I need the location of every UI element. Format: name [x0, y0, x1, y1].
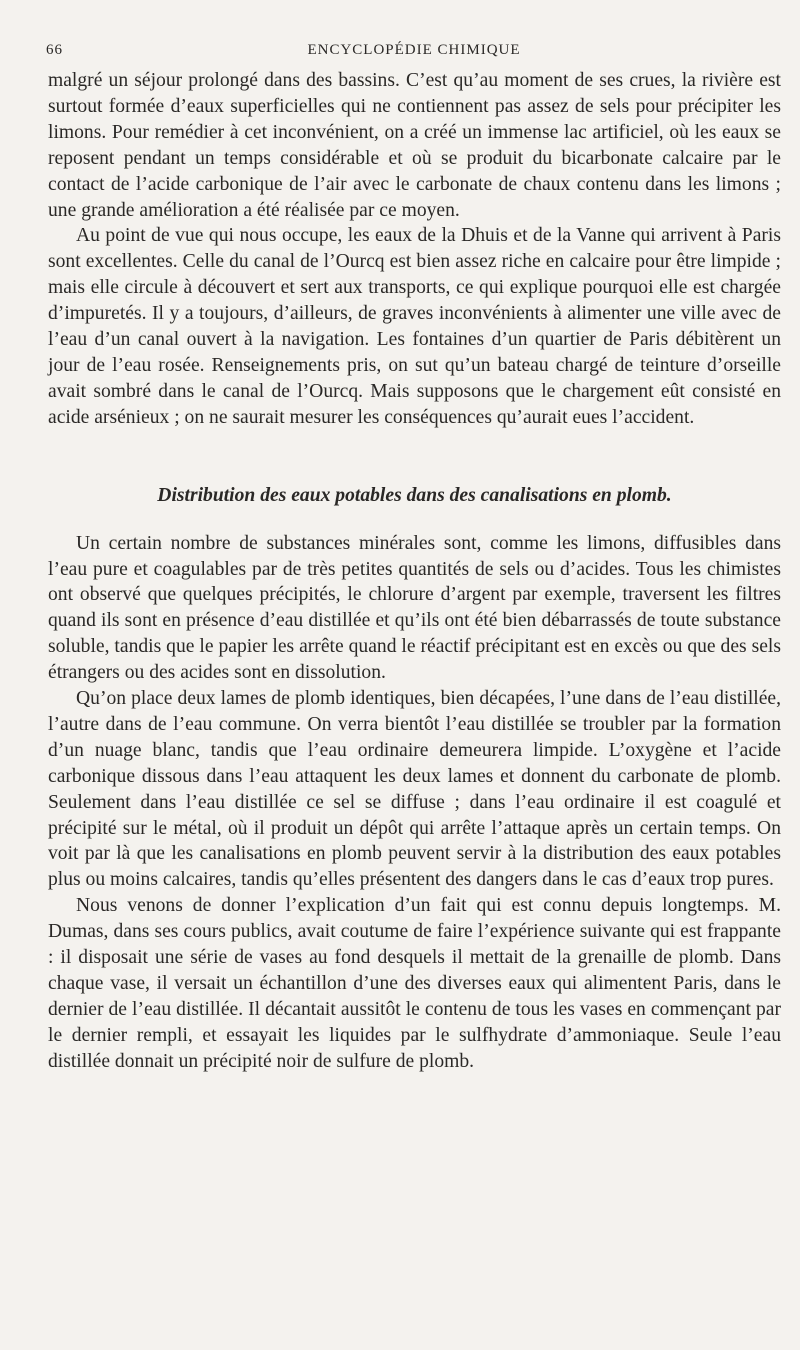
page-number: 66 [46, 42, 63, 58]
paragraph: Nous venons de donner l’explication d’un fait qui est connu depuis longtemps. M. Dumas, dans ses cours publics, avait coutume de faire l’expérience suivante qui est frappante : il disposait une série de vases au fond desquels il mettait de la grenaille de plomb. Dans chaque vase, il versait un échantillon d’une des diverses eaux qui alimentent Paris, dans le dernier de l’eau distillée. Il décantait aussitôt le contenu de tous les vases en commençant par le dernier rempli, et essayait les liquides par le sulfhydrate d’ammoniaque. Seule l’eau distillée donnait un précipité noir de sulfure de plomb. [48, 895, 781, 1072]
page-header [46, 42, 782, 66]
running-title: ENCYCLOPÉDIE CHIMIQUE [307, 42, 521, 58]
section-heading: Distribution des eaux potables dans des canalisations en plomb. [157, 484, 672, 506]
paragraph-continued: malgré un séjour prolongé dans des bassins. C’est qu’au moment de ses crues, la rivière est surtout formée d’eaux superficielles qui ne contiennent pas assez de sels pour précipiter les limons. Pour remédier à cet inconvénient, on a créé un immense lac artificiel, où les eaux se reposent pendant un temps considérable et où se produit du bicarbonate calcaire par le contact de l’acide carbonique de l’air avec le carbonate de chaux contenu dans les limons ; une grande amélioration a été réalisée par ce moyen. [48, 70, 781, 221]
paragraph: Qu’on place deux lames de plomb identiques, bien décapées, l’une dans de l’eau distillée, l’autre dans de l’eau commune. On verra bientôt l’eau distillée se troubler par la formation d’un nuage blanc, tandis que l’eau ordinaire demeurera limpide. L’oxygène et l’acide carbonique dissous dans l’eau attaquent les deux lames et donnent du carbonate de plomb. Seulement dans l’eau distillée ce sel se diffuse ; dans l’eau ordinaire il est coagulé et précipité sur le métal, où il produit un dépôt qui arrête l’attaque après un certain temps. On voit par là que les canalisations en plomb peuvent servir à la distribution des eaux potables plus ou moins calcaires, tandis qu’elles présentent des dangers dans le cas d’eaux trop pures. [48, 688, 781, 891]
paragraph: Un certain nombre de substances minérales sont, comme les limons, diffusibles dans l’eau pure et coagulables par de très petites quantités de sels ou d’acides. Tous les chimistes ont observé que quelques précipités, le chlorure d’argent par exemple, traversent les filtres quand ils sont en présence d’eau distillée et qu’ils ont été bien débarrassés de toute substance soluble, tandis que le papier les arrête quand le réactif précipitant est en excès ou que des sels étrangers ou des acides sont en dissolution. [48, 532, 781, 684]
paragraph: Au point de vue qui nous occupe, les eaux de la Dhuis et de la Vanne qui arrivent à Paris sont excellentes. Celle du canal de l’Ourcq est bien assez riche en calcaire pour être limpide ; mais elle circule à découvert et sert aux transports, ce qui explique pourquoi elle est chargée d’impuretés. Il y a toujours, d’ailleurs, de graves inconvénients à alimenter une ville avec de l’eau d’un canal ouvert à la navigation. Les fontaines d’un quartier de Paris débitèrent un jour de l’eau rosée. Renseignements pris, on sut qu’un bateau chargé de teinture d’orseille avait sombré dans le canal de l’Ourcq. Mais supposons que le chargement eût consisté en acide arsénieux ; on ne saurait mesurer les conséquences qu’aurait eues l’accident. [48, 225, 781, 428]
body-text [48, 68, 781, 1075]
